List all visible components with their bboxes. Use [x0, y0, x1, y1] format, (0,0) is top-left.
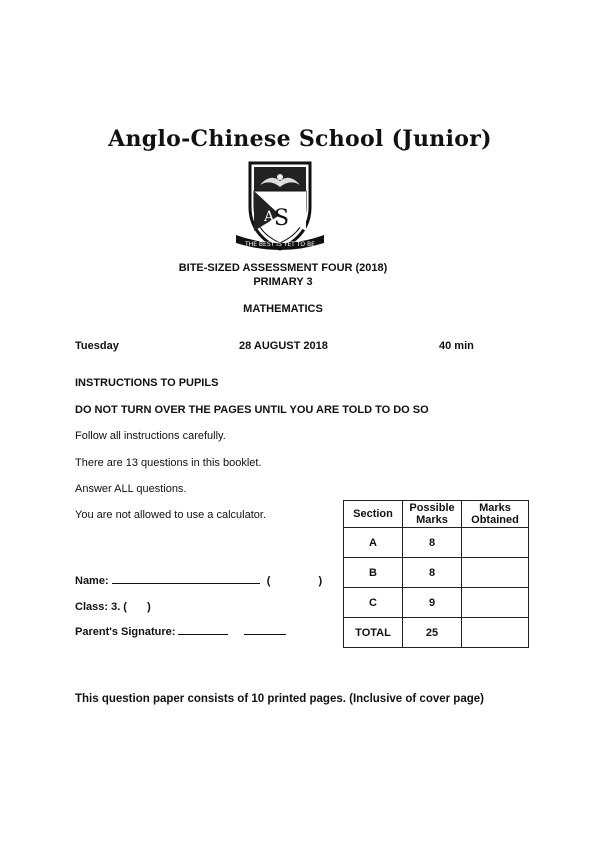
table-header-row [344, 501, 529, 528]
section-cell: A [344, 528, 403, 558]
table-header: Section [344, 501, 403, 528]
signature-line [244, 634, 286, 635]
name-label: Name: [75, 575, 109, 587]
section-cell: C [344, 588, 403, 618]
class-label: Class: 3. ( [75, 601, 127, 613]
instruction-item: There are 13 questions in this booklet. [75, 457, 262, 469]
exam-duration: 40 min [439, 340, 474, 352]
footer-note: This question paper consists of 10 printed pages. (Inclusive of cover page) [75, 693, 484, 705]
table-row-total [344, 618, 529, 648]
svg-text:A: A [264, 209, 275, 225]
instructions-heading: INSTRUCTIONS TO PUPILS [75, 377, 219, 389]
marks-table [343, 500, 529, 648]
possible-marks-cell: 8 [403, 528, 462, 558]
signature-label: Parent's Signature: [75, 626, 176, 638]
possible-marks-cell: 25 [403, 618, 462, 648]
section-cell: TOTAL [344, 618, 403, 648]
exam-day: Tuesday [75, 340, 119, 352]
name-field-row [75, 575, 322, 587]
table-row [344, 528, 529, 558]
school-name: Anglo-Chinese School (Junior) [108, 126, 492, 152]
exam-date: 28 AUGUST 2018 [239, 340, 328, 352]
name-paren-close: ) [318, 575, 323, 587]
level: PRIMARY 3 [253, 276, 313, 288]
signature-field-row [75, 626, 286, 638]
marks-obtained-cell [462, 558, 529, 588]
signature-line [178, 634, 228, 635]
instruction-item: You are not allowed to use a calculator. [75, 509, 267, 521]
table-row [344, 558, 529, 588]
section-cell: B [344, 558, 403, 588]
table-row [344, 588, 529, 618]
possible-marks-cell: 9 [403, 588, 462, 618]
instruction-item: Follow all instructions carefully. [75, 430, 226, 442]
subject: MATHEMATICS [243, 303, 323, 315]
name-line [112, 583, 260, 584]
name-paren-open: ( [266, 575, 271, 587]
table-header: Possible Marks [403, 501, 462, 528]
assessment-title: BITE-SIZED ASSESSMENT FOUR (2018) [178, 262, 388, 274]
instruction-item: Answer ALL questions. [75, 483, 187, 495]
marks-obtained-cell [462, 588, 529, 618]
svg-text:S: S [274, 206, 290, 231]
class-paren-close: ) [147, 601, 151, 613]
possible-marks-cell: 8 [403, 558, 462, 588]
warning-text: DO NOT TURN OVER THE PAGES UNTIL YOU ARE TOLD TO DO SO [75, 404, 429, 416]
class-field-row [75, 601, 151, 613]
table-header: Marks Obtained [462, 501, 529, 528]
school-crest-logo [230, 155, 330, 255]
marks-obtained-cell [462, 618, 529, 648]
marks-obtained-cell [462, 528, 529, 558]
svg-text:THE BEST IS YET TO BE: THE BEST IS YET TO BE [245, 241, 315, 248]
